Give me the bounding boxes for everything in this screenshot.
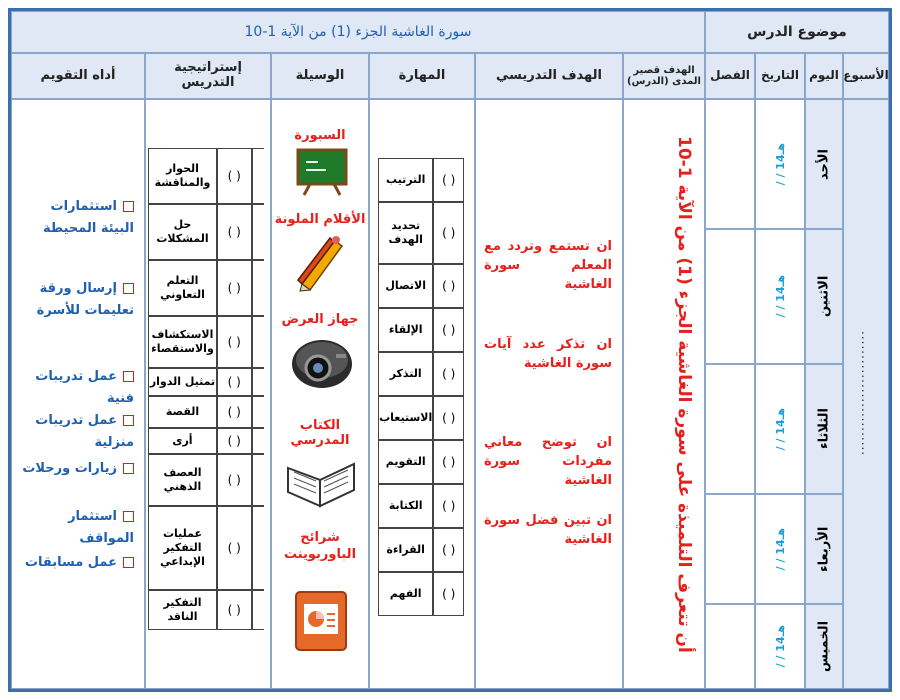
lesson-plan-sheet (8, 8, 892, 692)
strategy-label: الاستكشاف والاستقصاء (148, 316, 217, 368)
date-cell-4 (755, 494, 805, 604)
skill-row (378, 158, 464, 202)
skill-label: الاستيعاب (378, 396, 433, 440)
class-cell-5 (705, 604, 755, 689)
date-1: / / 14هـ (773, 142, 787, 186)
short-goal-cell (623, 99, 705, 689)
col-week: الأسبوع (843, 53, 889, 99)
projector-icon (288, 334, 356, 394)
assessment-label: عمل تدريبات منزلية (35, 413, 134, 451)
assessment-item[interactable] (16, 196, 134, 240)
strategy-checkbox[interactable]: ( ) (217, 428, 252, 454)
assessment-item[interactable] (16, 506, 134, 550)
skill-label: الترتيب (378, 158, 433, 202)
tool-label-pencils: الأقلام الملونة (274, 212, 366, 227)
col-strategy: إستراتيجية التدريس (145, 53, 271, 99)
tool-label-projector: جهاز العرض (281, 312, 359, 327)
col-short-goal: الهدف قصير المدى (الدرس) (623, 53, 705, 99)
class-cell-3 (705, 364, 755, 494)
skill-label: القراءة (378, 528, 433, 572)
skill-row (378, 572, 464, 616)
day-2: الاثنين (805, 229, 843, 364)
blackboard-icon (296, 148, 348, 196)
skill-label: تحديد الهدف (378, 202, 433, 264)
strategy-spacer (252, 396, 264, 428)
strategy-label: القصة (148, 396, 217, 428)
week-cell (843, 99, 889, 689)
strategy-label: حل المشكلات (148, 204, 217, 260)
skill-checkbox[interactable]: ( ) (433, 352, 464, 396)
skill-checkbox[interactable]: ( ) (433, 308, 464, 352)
topic-value: سورة الغاشية الجزء (1) من الآية 1-10 (11, 11, 705, 53)
skill-row (378, 352, 464, 396)
date-cell-3 (755, 364, 805, 494)
assessment-label: استثمار المواقف (68, 509, 134, 547)
date-cell-5 (755, 604, 805, 689)
strategy-spacer (252, 454, 264, 506)
short-goal-text: أن تتعرف التلميذة على سورة الغاشية الجزء (1) من الآية 1-10 (674, 135, 694, 653)
skill-label: الفهم (378, 572, 433, 616)
day-4: الأربعاء (805, 494, 843, 604)
date-4: / / 14هـ (773, 527, 787, 571)
skill-row (378, 528, 464, 572)
skill-checkbox[interactable]: ( ) (433, 264, 464, 308)
strategy-spacer (252, 260, 264, 316)
assessment-item[interactable] (16, 410, 134, 454)
strategy-row (148, 428, 264, 454)
strategy-row (148, 506, 264, 590)
assessment-item[interactable] (16, 458, 134, 480)
strategy-row (148, 454, 264, 506)
strategy-row (148, 148, 264, 204)
skill-checkbox[interactable]: ( ) (433, 528, 464, 572)
checkbox-icon[interactable] (123, 371, 134, 382)
assessment-item[interactable] (16, 552, 134, 574)
strategy-checkbox[interactable]: ( ) (217, 204, 252, 260)
date-cell-2 (755, 229, 805, 364)
strategy-spacer (252, 590, 264, 630)
teaching-goal-4: ان تبين فضل سورة الغاشية (484, 513, 612, 547)
strategy-label: عمليات التفكير الإبداعي (148, 506, 217, 590)
tool-label-book: الكتاب المدرسي (290, 418, 350, 448)
checkbox-icon[interactable] (123, 283, 134, 294)
strategy-label: أرى (148, 428, 217, 454)
strategy-row (148, 316, 264, 368)
checkbox-icon[interactable] (123, 463, 134, 474)
skill-label: التذكر (378, 352, 433, 396)
col-skill: المهارة (369, 53, 475, 99)
assessment-label: عمل تدريبات فنية (35, 369, 134, 407)
teaching-goal-cell (475, 99, 623, 689)
week-value: .......................... (859, 331, 873, 457)
assessment-item[interactable] (16, 278, 134, 322)
strategy-spacer (252, 148, 264, 204)
skill-row (378, 264, 464, 308)
class-cell-2 (705, 229, 755, 364)
col-day: اليوم (805, 53, 843, 99)
strategy-spacer (252, 316, 264, 368)
strategy-spacer (252, 204, 264, 260)
strategy-checkbox[interactable]: ( ) (217, 590, 252, 630)
strategy-checkbox[interactable]: ( ) (217, 506, 252, 590)
checkbox-icon[interactable] (123, 511, 134, 522)
strategy-label: تمثيل الدوار (148, 368, 217, 396)
skill-row (378, 308, 464, 352)
strategy-checkbox[interactable]: ( ) (217, 260, 252, 316)
skill-checkbox[interactable]: ( ) (433, 158, 464, 202)
skill-cell (369, 99, 475, 689)
tool-label-blackboard: السبورة (294, 128, 346, 143)
strategy-row (148, 590, 264, 630)
strategy-spacer (252, 428, 264, 454)
assessment-item[interactable] (16, 366, 134, 410)
assessment-label: إرسال ورقة تعليمات للأسرة (36, 281, 134, 319)
skill-label: التقويم (378, 440, 433, 484)
strategy-spacer (252, 368, 264, 396)
assessment-label: استثمارات البيئة المحيطة (43, 199, 134, 237)
date-3: / / 14هـ (773, 407, 787, 451)
teaching-goal-3: ان توضح معاني مفردات سورة الغاشية (484, 435, 612, 488)
checkbox-icon[interactable] (123, 557, 134, 568)
colored-pencils-icon (294, 232, 350, 292)
strategy-row (148, 260, 264, 316)
skill-row (378, 440, 464, 484)
col-teaching-goal: الهدف التدريسي (475, 53, 623, 99)
assessment-label: عمل مسابقات (24, 555, 117, 570)
strategy-checkbox[interactable]: ( ) (217, 396, 252, 428)
topic-label: موضوع الدرس (705, 11, 889, 53)
day-3: الثلاثاء (805, 364, 843, 494)
day-1: الأحد (805, 99, 843, 229)
book-icon (282, 450, 360, 510)
skill-checkbox[interactable]: ( ) (433, 440, 464, 484)
class-cell-1 (705, 99, 755, 229)
col-tool: الوسيلة (271, 53, 369, 99)
strategy-checkbox[interactable]: ( ) (217, 148, 252, 204)
skill-checkbox[interactable]: ( ) (433, 484, 464, 528)
teaching-goal-1: ان تستمع وتردد مع المعلم سورة الغاشية (484, 239, 612, 292)
strategy-spacer (252, 506, 264, 590)
skill-row (378, 396, 464, 440)
date-2: / / 14هـ (773, 275, 787, 318)
date-cell-1 (755, 99, 805, 229)
strategy-row (148, 204, 264, 260)
strategy-checkbox[interactable]: ( ) (217, 368, 252, 396)
col-class: الفصل (705, 53, 755, 99)
date-5: / / 14هـ (773, 625, 787, 668)
col-assessment: أداه التقويم (11, 53, 145, 99)
assessment-cell (11, 99, 145, 689)
strategy-row (148, 368, 264, 396)
strategy-checkbox[interactable]: ( ) (217, 454, 252, 506)
powerpoint-icon (294, 590, 348, 652)
skill-checkbox[interactable]: ( ) (433, 202, 464, 264)
checkbox-icon[interactable] (123, 415, 134, 426)
skill-checkbox[interactable]: ( ) (433, 396, 464, 440)
checkbox-icon[interactable] (123, 201, 134, 212)
strategy-label: العصف الذهني (148, 454, 217, 506)
strategy-label: التفكير الناقد (148, 590, 217, 630)
strategy-table (148, 148, 264, 630)
skill-row (378, 202, 464, 264)
assessment-label: زيارات ورحلات (22, 461, 117, 476)
strategy-checkbox[interactable]: ( ) (217, 316, 252, 368)
strategy-label: الحوار والمناقشة (148, 148, 217, 204)
skill-label: الاتصال (378, 264, 433, 308)
class-cell-4 (705, 494, 755, 604)
skill-label: الكتابة (378, 484, 433, 528)
strategy-row (148, 396, 264, 428)
tool-label-powerpoint: شرائح الباوربوينت (283, 530, 357, 562)
day-5: الخميس (805, 604, 843, 689)
skill-label: الإلقاء (378, 308, 433, 352)
strategy-cell (145, 99, 271, 689)
col-date: التاريخ (755, 53, 805, 99)
teaching-goal-2: ان تذكر عدد آيات سورة الغاشية (484, 337, 612, 371)
tool-cell (271, 99, 369, 689)
skill-table (378, 158, 464, 616)
skill-row (378, 484, 464, 528)
skill-checkbox[interactable]: ( ) (433, 572, 464, 616)
strategy-label: التعلم التعاوني (148, 260, 217, 316)
